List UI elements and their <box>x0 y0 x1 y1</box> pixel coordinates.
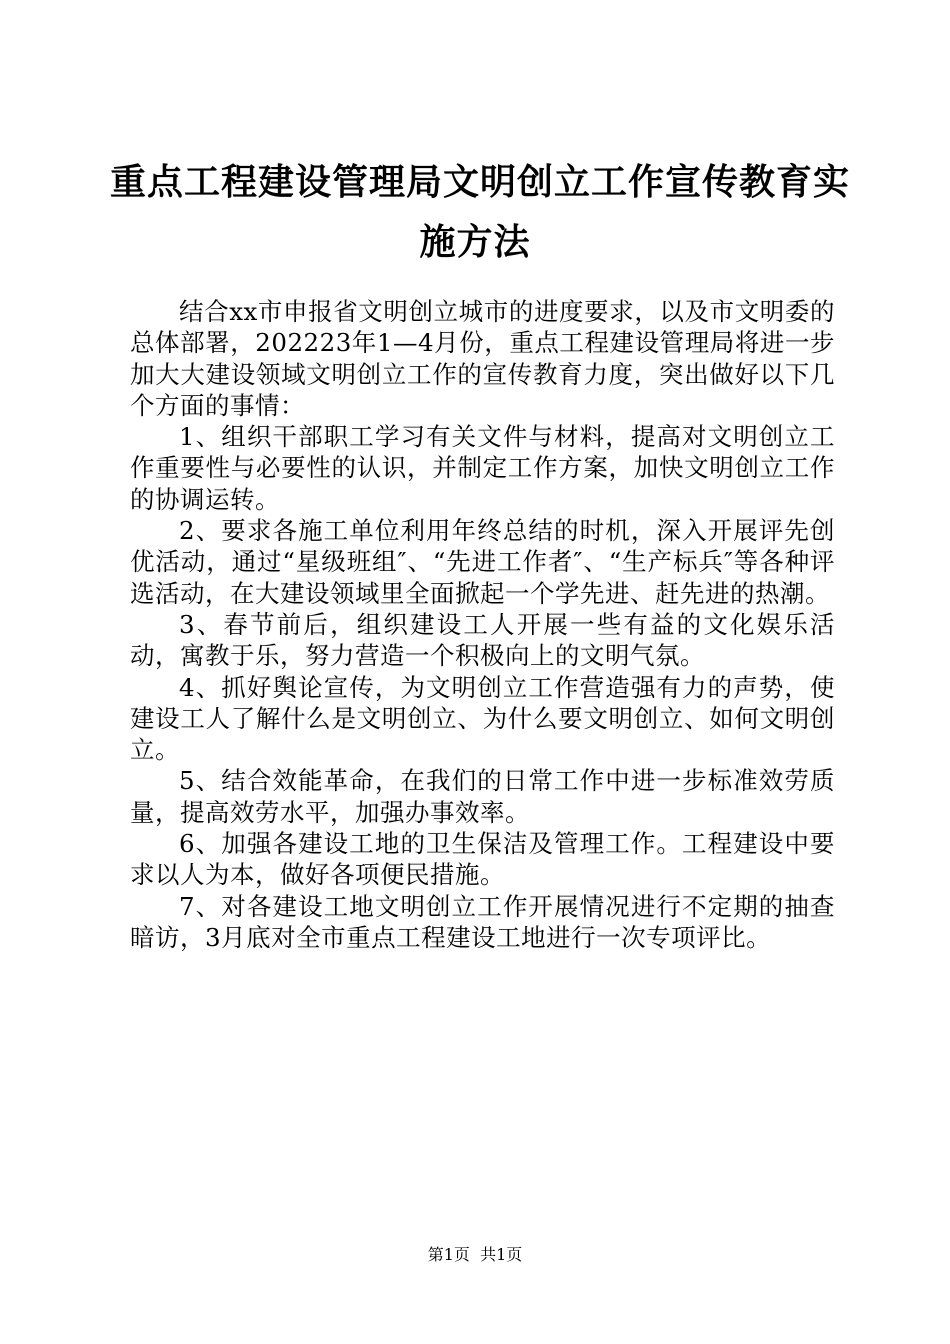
list-item-4: 4、抓好舆论宣传，为文明创立工作营造强有力的声势，使建设工人了解什么是文明创立、为什么要文明创立、如何文明创立。 <box>130 672 835 765</box>
intro-paragraph: 结合xx市申报省文明创立城市的进度要求，以及市文明委的总体部署，202223年1—4月份，重点工程建设管理局将进一步加大大建设领域文明创立工作的宣传教育力度，突出做好以下几个方面的事情： <box>130 297 835 420</box>
document-title-line-1: 重点工程建设管理局文明创立工作宣传教育实 <box>110 161 851 203</box>
list-item-6: 6、加强各建设工地的卫生保洁及管理工作。工程建设中要求以人为本，做好各项便民措施。 <box>130 829 835 890</box>
list-item-1: 1、组织干部职工学习有关文件与材料，提高对文明创立工作重要性与必要性的认识，并制定工作方案，加快文明创立工作的协调运转。 <box>130 422 835 514</box>
list-item-3: 3、春节前后，组织建设工人开展一些有益的文化娱乐活动，寓教于乐，努力营造一个积极向上的文明气氛。 <box>130 609 835 671</box>
list-item-5: 5、结合效能革命，在我们的日常工作中进一步标准效劳质量，提高效劳水平，加强办事效率。 <box>130 766 835 827</box>
document-title-line-2: 施方法 <box>419 221 531 263</box>
page-number-footer: 第1页 共1页 <box>427 1245 523 1264</box>
document-body <box>130 296 835 953</box>
list-item-7: 7、对各建设工地文明创立工作开展情况进行不定期的抽查暗访，3月底对全市重点工程建设工地进行一次专项评比。 <box>130 891 835 952</box>
list-item-2: 2、要求各施工单位利用年终总结的时机，深入开展评先创优活动，通过“星级班组″、“先进工作者″、“生产标兵″等各种评选活动，在大建设领域里全面掀起一个学先进、赶先进的热潮。 <box>130 516 835 608</box>
